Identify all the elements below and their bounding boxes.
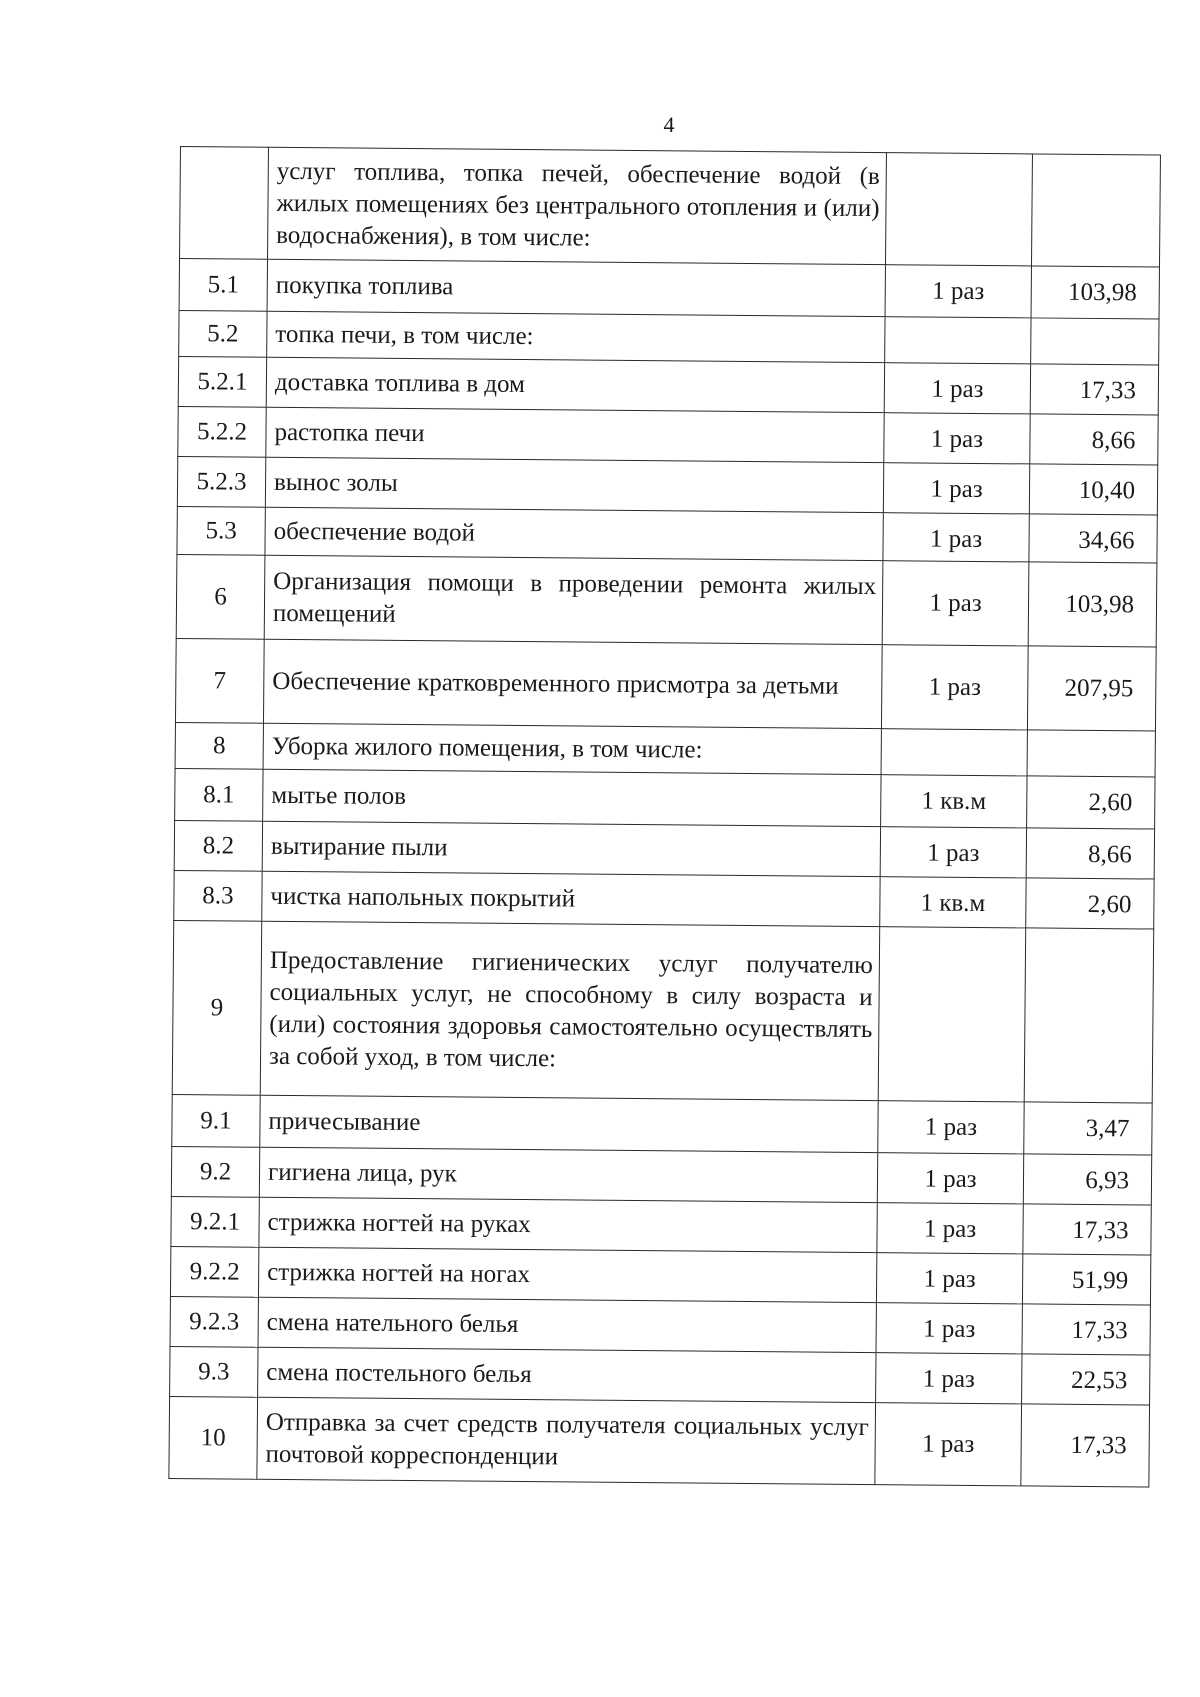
row-number: 9.2.2 [170,1246,258,1297]
service-name: стрижка ногтей на ногах [258,1247,876,1302]
unit-cell: 1 раз [877,1203,1023,1254]
unit-cell: 1 кв.м [880,877,1026,928]
table-row [174,870,1154,929]
service-name: Предоставление гигиенических услуг получателю социальных услуг, не способному в силу возраста и (или) состояния здоровья самостоятельно осуществлять за собой уход, в том числе: [260,921,879,1100]
unit-cell: 1 раз [882,561,1029,646]
table-row [171,1146,1151,1205]
service-name: стрижка ногтей на руках [259,1197,877,1252]
price-cell: 6,93 [1023,1154,1151,1205]
price-cell [1031,318,1159,365]
row-number: 5.3 [177,506,265,555]
service-name: Обеспечение кратковременного присмотра за детьми [263,639,882,728]
table-row [172,920,1153,1103]
row-number: 7 [175,638,264,723]
price-cell: 22,53 [1022,1354,1150,1405]
unit-cell: 1 раз [877,1153,1023,1204]
service-name: причесывание [260,1095,878,1152]
service-name: Отправка за счет средств получателя социальных услуг почтовой корреспонденции [257,1397,876,1484]
row-number: 8.1 [175,768,263,821]
price-cell: 103,98 [1031,266,1159,319]
row-number: 5.2.2 [178,406,266,457]
row-number: 9.2 [171,1146,259,1197]
service-name: покупка топлива [267,259,885,316]
row-number: 9 [172,920,262,1095]
unit-cell: 1 раз [881,645,1028,730]
service-name: вытирание пыли [262,821,880,876]
service-name: чистка напольных покрытий [262,871,880,926]
unit-cell: 1 раз [883,463,1029,514]
row-number: 8.2 [174,820,262,871]
service-name: вынос золы [265,457,883,512]
row-number: 8.3 [174,870,262,921]
service-name: Организация помощи в проведении ремонта жилых помещений [264,555,883,644]
unit-cell: 1 кв.м [881,775,1027,828]
price-cell: 207,95 [1027,646,1156,731]
unit-cell: 1 раз [876,1353,1022,1404]
table-row [177,456,1157,515]
unit-cell [881,729,1027,776]
table-row [170,1296,1150,1355]
table-row [172,1094,1152,1155]
row-number: 5.2 [179,310,267,357]
row-number: 5.2.3 [177,456,265,507]
price-cell: 2,60 [1026,878,1154,929]
service-name: Уборка жилого помещения, в том числе: [263,723,881,774]
service-name: смена постельного белья [258,1347,876,1402]
unit-cell [885,153,1032,266]
price-cell [1024,928,1154,1103]
table-row [180,147,1161,268]
table-row [178,406,1158,465]
row-number [180,147,269,260]
service-name: обеспечение водой [265,507,883,560]
page-number: 4 [663,112,675,137]
service-name: топка печи, в том числе: [267,311,885,362]
price-cell [1027,730,1155,777]
table-row [175,768,1155,829]
row-number: 5.1 [179,259,267,312]
row-number: 9.2.1 [171,1196,259,1247]
table-row [170,1246,1150,1305]
table-row [179,259,1159,320]
unit-cell: 1 раз [880,827,1026,878]
table-row [170,1346,1150,1405]
price-cell: 17,33 [1023,1204,1151,1255]
price-cell: 34,66 [1029,514,1157,563]
table-row [176,554,1157,647]
row-number: 9.3 [170,1346,258,1397]
price-cell: 17,33 [1021,1404,1150,1487]
price-cell: 3,47 [1024,1102,1152,1155]
unit-cell: 1 раз [884,363,1030,414]
unit-cell: 1 раз [876,1303,1022,1354]
unit-cell: 1 раз [876,1253,1022,1304]
table-row [169,1396,1150,1487]
service-name: мытье полов [263,769,881,826]
table-row [171,1196,1151,1255]
unit-cell: 1 раз [884,413,1030,464]
unit-cell: 1 раз [875,1403,1022,1486]
unit-cell [878,927,1026,1102]
price-cell: 103,98 [1028,562,1157,647]
price-cell: 8,66 [1030,414,1158,465]
row-number: 10 [169,1396,258,1479]
table-row [177,506,1157,563]
row-number: 9.2.3 [170,1296,258,1347]
table-row [178,356,1158,415]
price-cell: 8,66 [1026,828,1154,879]
service-name: услуг топлива, топка печей, обеспечение водой (в жилых помещениях без центрального отопления и (или) водоснабжения), в том числе: [268,147,887,264]
price-cell: 2,60 [1027,776,1155,829]
service-name: гигиена лица, рук [259,1147,877,1202]
service-name: растопка печи [266,407,884,462]
price-cell: 10,40 [1029,464,1157,515]
service-name: доставка топлива в дом [266,357,884,412]
row-number: 9.1 [172,1094,260,1147]
price-cell [1031,154,1160,267]
table-row [175,638,1156,731]
table-row [174,820,1154,879]
unit-cell [885,317,1031,364]
row-number: 5.2.1 [178,356,266,407]
service-name: смена нательного белья [258,1297,876,1352]
tariff-table [168,146,1161,1488]
price-cell: 17,33 [1030,364,1158,415]
price-cell: 17,33 [1022,1304,1150,1355]
unit-cell: 1 раз [878,1101,1024,1154]
price-cell: 51,99 [1022,1254,1150,1305]
row-number: 8 [175,722,263,769]
unit-cell: 1 раз [885,265,1031,318]
row-number: 6 [176,554,265,639]
unit-cell: 1 раз [883,513,1029,562]
